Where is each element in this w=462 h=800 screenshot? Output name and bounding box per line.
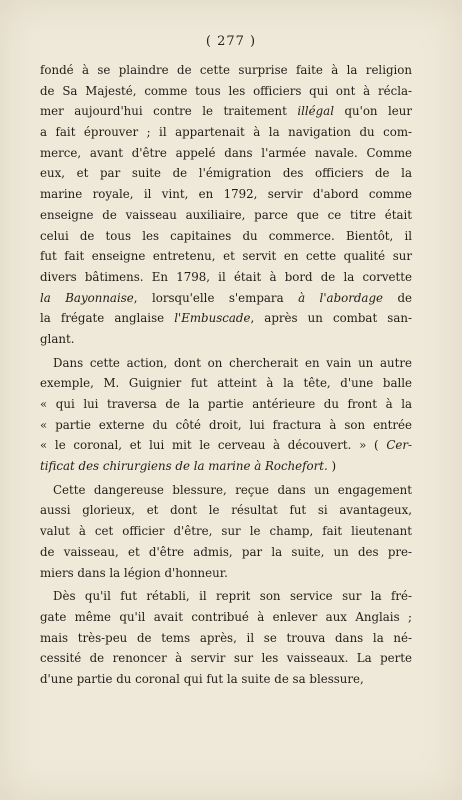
text-line bbox=[40, 669, 412, 690]
text-run: a fait éprouver ; il appartenait à la navigation du com- bbox=[40, 125, 412, 140]
text-run: d'une partie du coronal qui fut la suite de sa blessure, bbox=[40, 671, 364, 686]
text-run: miers dans la légion d'honneur. bbox=[40, 565, 228, 580]
text-line bbox=[40, 329, 412, 350]
text-run: , lorsqu'elle s'empara bbox=[133, 290, 299, 305]
text-run: « le coronal, et lui mit le cerveau à découvert. » ( bbox=[40, 438, 387, 453]
text-line bbox=[40, 648, 412, 669]
text-run: de bbox=[383, 290, 412, 305]
text-line bbox=[40, 563, 412, 584]
text-line bbox=[40, 628, 412, 649]
text-run: Cette dangereuse blessure, reçue dans un engagement bbox=[53, 482, 412, 497]
text-line bbox=[40, 586, 412, 607]
text-line bbox=[40, 308, 412, 329]
text-line bbox=[40, 456, 412, 477]
paragraph bbox=[40, 353, 412, 477]
text-line bbox=[40, 267, 412, 288]
text-run: merce, avant d'être appelé dans l'armée navale. Comme bbox=[40, 145, 412, 160]
text-line bbox=[40, 60, 412, 81]
italic-text: la Bayonnaise bbox=[40, 290, 134, 305]
text-run: la frégate anglaise bbox=[40, 311, 175, 326]
text-line bbox=[40, 353, 412, 374]
italic-text: à l'abordage bbox=[298, 290, 384, 305]
text-line bbox=[40, 394, 412, 415]
text-run: qu'on leur bbox=[333, 104, 412, 119]
text-line bbox=[40, 163, 412, 184]
paragraph bbox=[40, 60, 412, 350]
paragraph bbox=[40, 586, 412, 689]
text-line bbox=[40, 246, 412, 267]
text-run: fondé à se plaindre de cette surprise faite à la religion bbox=[40, 63, 412, 77]
text-run: marine royale, il vint, en 1792, servir d'abord comme bbox=[40, 187, 412, 202]
text-run: mer aujourd'hui contre le traitement bbox=[40, 104, 298, 119]
text-run: mais très-peu de tems après, il se trouva dans la né- bbox=[40, 630, 412, 645]
text-run: de vaisseau, et d'être admis, par la suite, un des pre- bbox=[40, 544, 412, 559]
text-line bbox=[40, 607, 412, 628]
text-run: fut fait enseigne entretenu, et servit en cette qualité sur bbox=[40, 249, 412, 264]
text-run: celui de tous les capitaines du commerce. Bientôt, il bbox=[40, 228, 412, 243]
text-run: Dans cette action, dont on chercherait en vain un autre bbox=[53, 355, 412, 370]
text-line bbox=[40, 101, 412, 122]
text-line bbox=[40, 184, 412, 205]
text-line bbox=[40, 373, 412, 394]
text-run: « qui lui traversa de la partie antérieure du front à la bbox=[40, 397, 412, 411]
paragraph bbox=[40, 480, 412, 583]
text-run: valut à cet officier d'être, sur le champ, fait lieutenant bbox=[40, 524, 412, 539]
text-run: enseigne de vaisseau auxiliaire, parce que ce titre était bbox=[40, 207, 412, 222]
text-run: « partie externe du côté droit, lui fractura à son entrée bbox=[40, 417, 412, 432]
page-number: ( 277 ) bbox=[205, 34, 257, 49]
text-run: , après un combat san- bbox=[250, 311, 412, 326]
text-line bbox=[40, 542, 412, 563]
text-run: glant. bbox=[40, 331, 75, 346]
text-line bbox=[40, 226, 412, 247]
text-run: exemple, M. Guignier fut atteint à la tête, d'une balle bbox=[40, 376, 412, 391]
text-run: eux, et par suite de l'émigration des officiers de la bbox=[40, 166, 412, 181]
text-line bbox=[40, 521, 412, 542]
text-line bbox=[40, 81, 412, 102]
text-run: ) bbox=[327, 459, 337, 474]
text-run: Dès qu'il fut rétabli, il reprit son service sur la fré- bbox=[53, 589, 412, 604]
text-line bbox=[40, 435, 412, 456]
text-line bbox=[40, 288, 412, 309]
italic-text: tificat des chirurgiens de la marine à Rochefort. bbox=[40, 459, 328, 474]
text-run: cessité de renoncer à servir sur les vaisseaux. La perte bbox=[40, 651, 412, 666]
text-run: aussi glorieux, et dont le résultat fut si avantageux, bbox=[40, 503, 412, 518]
text-line bbox=[40, 143, 412, 164]
page-body-text bbox=[40, 60, 412, 690]
text-line bbox=[40, 122, 412, 143]
text-run: gate même qu'il avait contribué à enlever aux Anglais ; bbox=[40, 609, 412, 624]
text-line bbox=[40, 500, 412, 521]
text-run: de Sa Majesté, comme tous les officiers qui ont à récla- bbox=[40, 83, 412, 98]
text-line bbox=[40, 415, 412, 436]
text-line bbox=[40, 205, 412, 226]
text-run: divers bâtimens. En 1798, il était à bord de la corvette bbox=[40, 269, 412, 284]
italic-text: Cer- bbox=[386, 438, 412, 453]
italic-text: illégal bbox=[297, 104, 334, 119]
text-line bbox=[40, 480, 412, 501]
italic-text: l'Embuscade bbox=[174, 311, 251, 326]
